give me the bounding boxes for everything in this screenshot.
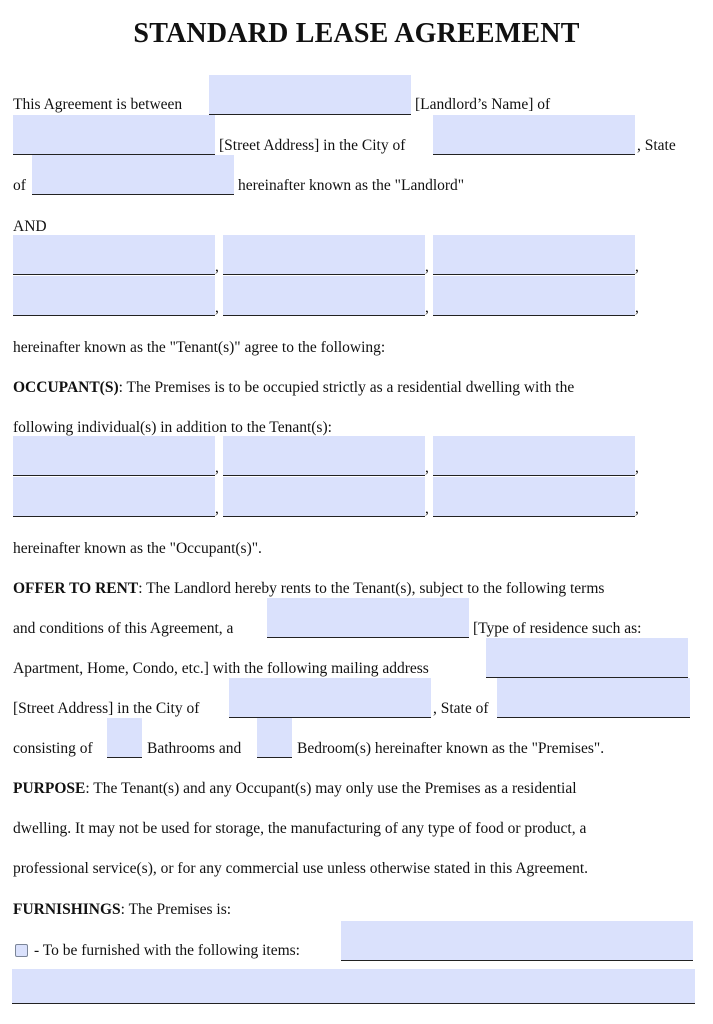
bathrooms-field[interactable] bbox=[107, 718, 142, 758]
tenant-name-field-6[interactable] bbox=[433, 276, 635, 316]
occupant-name-field-5[interactable] bbox=[223, 477, 425, 517]
offer-line2a: and conditions of this Agreement, a bbox=[13, 620, 234, 637]
separator: , bbox=[635, 299, 639, 316]
premises-city-field[interactable] bbox=[229, 678, 431, 718]
occupant-name-field-3[interactable] bbox=[433, 436, 635, 476]
furnished-items-field-2[interactable] bbox=[12, 969, 695, 1004]
tenants-known-as: hereinafter known as the "Tenant(s)" agree to the following: bbox=[13, 339, 386, 356]
occupant-name-field-2[interactable] bbox=[223, 436, 425, 476]
offer-line5c: Bedroom(s) hereinafter known as the "Premises". bbox=[297, 740, 605, 757]
landlord-state-label: , State bbox=[637, 137, 676, 154]
separator: , bbox=[425, 500, 429, 517]
bedrooms-field[interactable] bbox=[257, 718, 292, 758]
separator: , bbox=[425, 459, 429, 476]
separator: , bbox=[215, 299, 219, 316]
purpose-line3: professional service(s), or for any commercial use unless otherwise stated in this Agreement. bbox=[13, 860, 589, 877]
separator: , bbox=[215, 258, 219, 275]
furnished-items-field[interactable] bbox=[341, 921, 693, 961]
page-title: STANDARD LEASE AGREEMENT bbox=[133, 18, 580, 49]
separator: , bbox=[215, 459, 219, 476]
landlord-intro: This Agreement is between bbox=[13, 96, 183, 113]
separator: , bbox=[425, 258, 429, 275]
offer-line2b: [Type of residence such as: bbox=[473, 620, 642, 637]
purpose-heading: PURPOSE bbox=[13, 780, 86, 797]
separator: , bbox=[425, 299, 429, 316]
landlord-city-field[interactable] bbox=[433, 115, 635, 155]
landlord-of: of bbox=[13, 177, 26, 194]
separator: , bbox=[635, 500, 639, 517]
premises-state-field[interactable] bbox=[497, 678, 690, 718]
separator: , bbox=[215, 500, 219, 517]
offer-line4b: , State of bbox=[433, 700, 489, 717]
landlord-name-label: [Landlord’s Name] of bbox=[415, 96, 551, 113]
occupants-paragraph: OCCUPANT(S): The Premises is to be occupied strictly as a residential dwelling with the bbox=[13, 379, 575, 396]
offer-line5b: Bathrooms and bbox=[147, 740, 242, 757]
offer-line4a: [Street Address] in the City of bbox=[13, 700, 200, 717]
landlord-name-field[interactable] bbox=[209, 75, 411, 115]
tenant-name-field-5[interactable] bbox=[223, 276, 425, 316]
premises-street-field[interactable] bbox=[486, 638, 688, 678]
tenant-name-field-3[interactable] bbox=[433, 235, 635, 275]
landlord-street-label: [Street Address] in the City of bbox=[219, 137, 406, 154]
separator: , bbox=[635, 459, 639, 476]
residence-type-field[interactable] bbox=[267, 598, 469, 638]
occupants-line2: following individual(s) in addition to the Tenant(s): bbox=[13, 419, 332, 436]
landlord-street-field[interactable] bbox=[13, 115, 215, 155]
landlord-known-as: hereinafter known as the "Landlord" bbox=[238, 177, 465, 194]
occupant-name-field-6[interactable] bbox=[433, 477, 635, 517]
offer-line5a: consisting of bbox=[13, 740, 93, 757]
occupant-name-field-1[interactable] bbox=[13, 436, 215, 476]
offer-heading: OFFER TO RENT bbox=[13, 580, 139, 597]
furnished-checkbox[interactable] bbox=[15, 944, 28, 957]
separator: , bbox=[635, 258, 639, 275]
occupants-known-as: hereinafter known as the "Occupant(s)". bbox=[13, 540, 262, 557]
landlord-state-field[interactable] bbox=[32, 155, 234, 195]
purpose-line2: dwelling. It may not be used for storage, the manufacturing of any type of food or product, a bbox=[13, 820, 587, 837]
furnished-option-label: - To be furnished with the following items: bbox=[34, 942, 300, 959]
offer-paragraph: OFFER TO RENT: The Landlord hereby rents to the Tenant(s), subject to the following terms bbox=[13, 580, 605, 597]
tenant-name-field-4[interactable] bbox=[13, 276, 215, 316]
occupant-name-field-4[interactable] bbox=[13, 477, 215, 517]
tenant-name-field-2[interactable] bbox=[223, 235, 425, 275]
and-label: AND bbox=[13, 218, 47, 235]
furnishings-paragraph: FURNISHINGS: The Premises is: bbox=[13, 901, 232, 918]
occupants-heading: OCCUPANT(S) bbox=[13, 379, 119, 396]
tenant-name-field-1[interactable] bbox=[13, 235, 215, 275]
offer-line3: Apartment, Home, Condo, etc.] with the following mailing address bbox=[13, 660, 429, 677]
purpose-paragraph: PURPOSE: The Tenant(s) and any Occupant(s) may only use the Premises as a residential bbox=[13, 780, 577, 797]
furnishings-heading: FURNISHINGS bbox=[13, 901, 121, 918]
